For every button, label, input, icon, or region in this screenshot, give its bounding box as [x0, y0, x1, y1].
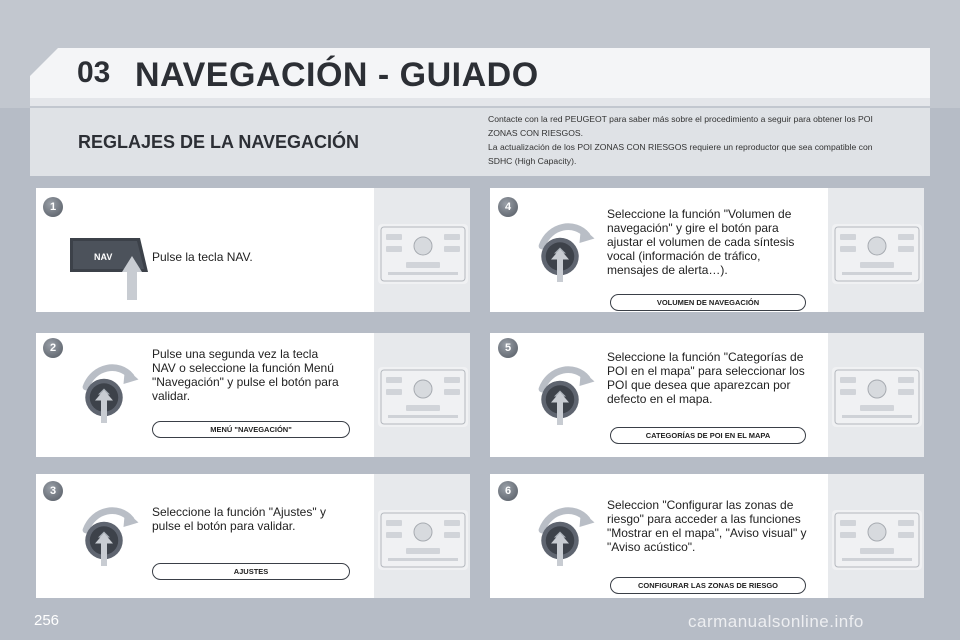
radio-unit-icon	[378, 510, 468, 570]
step-line: NAV o seleccione la función Menú	[152, 361, 334, 375]
step-line: POI que desea que aparezcan por	[607, 378, 791, 392]
step-line: Pulse la tecla NAV.	[152, 250, 253, 264]
step-line: Seleccion "Configurar las zonas de	[607, 498, 794, 512]
step-line: navegación" y gire el botón para	[607, 221, 779, 235]
step-line: ajustar el volumen de cada síntesis	[607, 235, 795, 249]
note-line: Contacte con la red PEUGEOT para saber más sobre el procedimiento a seguir para obtener los POI	[488, 114, 873, 124]
page-number: 256	[34, 612, 60, 629]
step-line: pulse el botón para validar.	[152, 519, 296, 533]
step-line: POI en el mapa" para seleccionar los	[607, 364, 805, 378]
radio-unit-icon	[832, 224, 922, 284]
step-text-2	[152, 347, 372, 403]
step-text-6	[607, 498, 832, 554]
step-text-5	[607, 350, 832, 406]
note-line: La actualización de los POI ZONAS CON RIESGOS requiere un reproductor que sea compatible con	[488, 142, 873, 152]
decorative-strip	[30, 98, 930, 106]
step-line: Pulse una segunda vez la tecla	[152, 347, 319, 361]
categorias-poi-button[interactable]: CATEGORÍAS DE POI EN EL MAPA	[610, 427, 806, 444]
step-line: "Navegación" y pulse el botón para	[152, 375, 339, 389]
step-badge-2: 2	[43, 338, 63, 358]
note-line: SDHC (High Capacity).	[488, 156, 577, 166]
radio-unit-icon	[832, 510, 922, 570]
info-note	[488, 112, 918, 168]
step-panel-5	[490, 333, 924, 457]
step-panel-4	[490, 188, 924, 312]
radio-unit-icon	[378, 224, 468, 284]
step-panel-3	[36, 474, 470, 598]
watermark: carmanualsonline.info	[688, 612, 864, 631]
page-title: NAVEGACIÓN - GUIADO	[135, 56, 539, 94]
step-panel-2	[36, 333, 470, 457]
step-line: mensajes de alerta…).	[607, 263, 728, 277]
step-line: Seleccione la función "Volumen de	[607, 207, 792, 221]
volumen-navegacion-button[interactable]: VOLUMEN DE NAVEGACIÓN	[610, 294, 806, 311]
step-badge-5: 5	[498, 338, 518, 358]
ajustes-button[interactable]: AJUSTES	[152, 563, 350, 580]
rotary-knob-icon	[536, 500, 596, 572]
step-line: Seleccione la función "Ajustes" y	[152, 505, 326, 519]
nav-key-icon	[70, 238, 148, 300]
rotary-knob-icon	[80, 500, 140, 572]
nav-key-label: NAV	[94, 252, 113, 262]
radio-unit-icon	[378, 367, 468, 427]
step-badge-6: 6	[498, 481, 518, 501]
step-line: "Mostrar en el mapa", "Aviso visual" y	[607, 526, 807, 540]
configurar-zonas-riesgo-button[interactable]: CONFIGURAR LAS ZONAS DE RIESGO	[610, 577, 806, 594]
step-text-1	[152, 250, 372, 264]
radio-unit-icon	[832, 367, 922, 427]
step-badge-3: 3	[43, 481, 63, 501]
step-line: Seleccione la función "Categorías de	[607, 350, 804, 364]
menu-navegacion-button[interactable]: MENÚ "NAVEGACIÓN"	[152, 421, 350, 438]
step-line: vocal (información de tráfico,	[607, 249, 761, 263]
step-line: "Aviso acústico".	[607, 540, 696, 554]
chapter-number: 03	[77, 56, 111, 89]
step-line: validar.	[152, 389, 191, 403]
step-badge-1: 1	[43, 197, 63, 217]
step-line: riesgo" para acceder a las funciones	[607, 512, 801, 526]
step-text-3	[152, 505, 372, 533]
rotary-knob-icon	[536, 216, 596, 288]
step-badge-4: 4	[498, 197, 518, 217]
step-panel-6	[490, 474, 924, 598]
step-line: defecto en el mapa.	[607, 392, 713, 406]
step-text-4	[607, 207, 832, 277]
rotary-knob-icon	[536, 359, 596, 431]
note-line: ZONAS CON RIESGOS.	[488, 128, 584, 138]
section-title: REGLAJES DE LA NAVEGACIÓN	[78, 132, 360, 152]
step-panel-1	[36, 188, 470, 312]
rotary-knob-icon	[80, 357, 140, 429]
